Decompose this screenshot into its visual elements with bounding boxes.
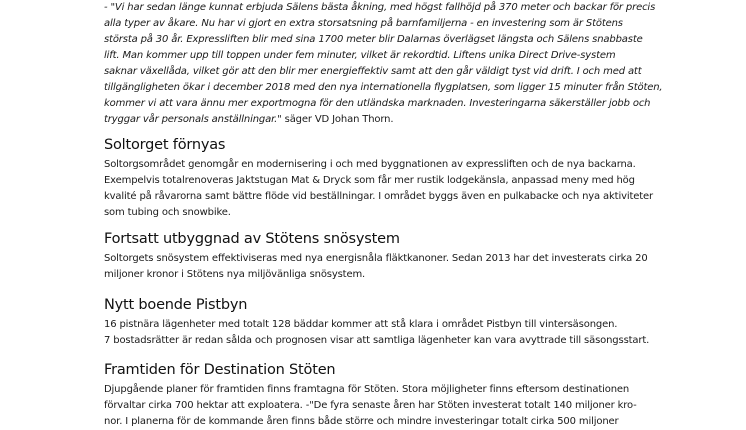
paragraph-line: Soltorgets snösystem effektiviseras med nya energisnåla fläktkanoner. Sedan 2013 har det investerats cirka 20 — [104, 253, 648, 264]
quote-line-last — [104, 112, 662, 128]
section-snosystem — [104, 230, 648, 283]
paragraph-line: kvalité på råvarorna samt bättre flöde vid beställningar. I området byggs även en pulkabacke och nya aktiviteter — [104, 191, 653, 202]
section-heading: Soltorget förnyas — [104, 137, 226, 153]
quote-line: alla typer av åkare. Nu har vi gjort en extra storsatsning på barnfamiljerna - en investering som är Stötens — [104, 18, 623, 29]
paragraph-line: Exempelvis totalrenoveras Jaktstugan Mat & Dryck som får mer rustik lodgekänsla, anpassad meny med hög — [104, 175, 635, 186]
paragraph-line: förvaltar cirka 700 hektar att exploatera. -"De fyra senaste åren har Stöten investerat totalt 140 miljoner kro- — [104, 400, 637, 411]
quote-line: kommer vi att vara ännu mer exportmogna för den utländska marknaden. Investeringarna säkerställer jobb och — [104, 98, 651, 109]
paragraph-line: miljoner kronor i Stötens nya miljövänliga snösystem. — [104, 269, 366, 280]
paragraph-line: 16 pistnära lägenheter med totalt 128 bäddar kommer att stå klara i området Pistbyn till vintersäsongen. — [104, 319, 618, 330]
section-heading: Nytt boende Pistbyn — [104, 297, 248, 313]
quote-line: tillgängligheten ökar i december 2018 med den nya internationella flygplatsen, som ligger 15 minuter från Stöten, — [104, 82, 663, 93]
quote-line: lift. Man kommer upp till toppen under fem minuter, vilket är rekordtid. Liftens unika Direct Drive-system — [104, 50, 616, 61]
paragraph-line: som tubing och snowbike. — [104, 207, 231, 218]
quote-end-text: tryggar vår personals anställningar." — [104, 114, 282, 125]
paragraph-line: Soltorgsområdet genomgår en modernisering i och med byggnationen av expressliften och de nya backarna. — [104, 159, 636, 170]
quote-attribution: säger VD Johan Thorn. — [281, 114, 394, 125]
section-heading: Fortsatt utbyggnad av Stötens snösystem — [104, 231, 400, 247]
section-pistbyn — [104, 296, 649, 349]
quote-line: - "Vi har sedan länge kunnat erbjuda Sälens bästa åkning, med högst fallhöjd på 370 meter och backar för precis — [104, 2, 656, 13]
section-framtiden — [104, 361, 637, 430]
paragraph-line: nor. I planerna för de kommande åren finns både större och mindre investeringar totalt cirka 500 miljoner — [104, 416, 619, 427]
quote-line: saknar växellåda, vilket gör att den blir mer energieffektiv samt att den går väldigt tyst vid drift. I och med att — [104, 66, 642, 77]
section-heading: Framtiden för Destination Stöten — [104, 362, 336, 378]
intro-quote — [104, 0, 662, 128]
paragraph-line: 7 bostadsrätter är redan sålda och prognosen visar att samtliga lägenheter kan vara avyttrade till säsongsstart. — [104, 335, 650, 346]
paragraph-line: Djupgående planer för framtiden finns framtagna för Stöten. Stora möjligheter finns eftersom destinationen — [104, 384, 630, 395]
section-soltorget — [104, 136, 653, 221]
quote-line: största på 30 år. Expressliften blir med sina 1700 meter blir Dalarnas överlägset längsta och Sälens snabbaste — [104, 34, 643, 45]
